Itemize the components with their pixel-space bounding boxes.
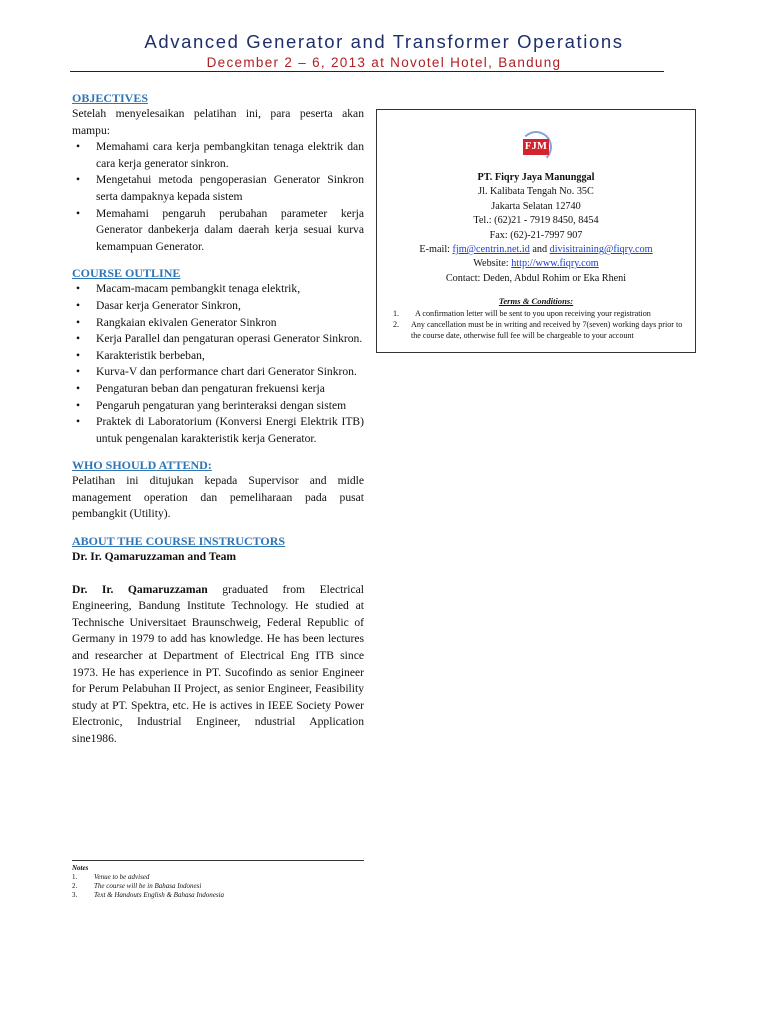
list-item: 2. The course will be in Bahasa Indonesi xyxy=(72,882,202,890)
instructors-heading: ABOUT THE COURSE INSTRUCTORS xyxy=(72,534,286,549)
notes-title: Notes xyxy=(72,864,89,872)
list-item: 1. Venue to be advised xyxy=(72,873,150,881)
list-item: • Macam-macam pembangkit tenaga elektrik, xyxy=(72,281,364,298)
list-item: • Dasar kerja Generator Sinkron, xyxy=(72,298,364,315)
bullet-icon: • xyxy=(76,332,81,346)
bullet-icon: • xyxy=(76,298,81,312)
list-item: • Memahami cara kerja pembangkitan tenaga elektrik dan cara kerja generator sinkron. xyxy=(76,140,364,170)
email-link-2[interactable]: divisitraining@fiqry.com xyxy=(549,244,653,256)
page-subtitle: December 2 – 6, 2013 at Novotel Hotel, Bandung xyxy=(206,55,562,70)
email-line: E-mail: fjm@centrin.net.id and divisitraining@fiqry.com xyxy=(419,244,653,256)
objectives-intro: Setelah menyelesaikan pelatihan ini, para peserta akan mampu: xyxy=(72,107,364,137)
logo-mark: FJM xyxy=(523,139,549,155)
list-item: 3. Text & Handouts English & Bahasa Indonesia xyxy=(72,891,225,899)
fax: Fax: (62)-21-7997 907 xyxy=(489,229,583,241)
outline-heading: COURSE OUTLINE xyxy=(72,266,181,281)
company-name: PT. Fiqry Jaya Manunggal xyxy=(477,172,595,183)
objectives-list xyxy=(72,139,364,255)
list-item: • Mengetahui metoda pengoperasian Generator Sinkron serta dampaknya kepada sistem xyxy=(76,173,364,203)
bullet-icon: • xyxy=(76,140,81,154)
contact-box xyxy=(376,109,696,353)
attend-text: Pelatihan ini ditujukan kepada Supervisor and midle management operation dan pemeliharaan pada pusat pembangkit (Utility). xyxy=(72,474,364,521)
bullet-icon: • xyxy=(76,415,81,429)
instructor-bio-name: Dr. Ir. Qamaruzzaman xyxy=(72,582,208,596)
bullet-icon: • xyxy=(76,282,81,296)
list-item: • Rangkaian ekivalen Generator Sinkron xyxy=(72,315,364,332)
list-item: • Kurva-V dan performance chart dari Generator Sinkron. xyxy=(72,364,364,381)
list-item: • Kerja Parallel dan pengaturan operasi Generator Sinkron. xyxy=(72,331,364,348)
bullet-icon: • xyxy=(76,206,81,220)
outline-list xyxy=(72,281,364,447)
page-header xyxy=(0,30,768,72)
list-item: 2. Any cancellation must be in writing and received by 7(seven) working days prior to the course date, otherwise full fee will be chargeable to your account xyxy=(393,320,683,341)
terms-title: Terms & Conditions: xyxy=(498,296,574,307)
telephone: Tel.: (62)21 - 7919 8450, 8454 xyxy=(473,215,599,227)
list-item: • Pengaturan beban dan pengaturan frekuensi kerja xyxy=(72,381,364,398)
bullet-icon: • xyxy=(76,398,81,412)
page-title: Advanced Generator and Transformer Operations xyxy=(144,31,624,52)
objectives-heading: OBJECTIVES xyxy=(72,91,149,105)
website-line: Website: http://www.fiqry.com xyxy=(473,258,599,270)
bullet-icon: • xyxy=(76,315,81,329)
website-link[interactable]: http://www.fiqry.com xyxy=(511,258,599,270)
instructor-bio-text: graduated from Electrical Engineering, Bandung Institute Technology. He studied at Technische Universitaet Braunschweig, Federal Republic of Germany in 1979 to add has knowledge. He has been lectures and researcher at Department of Electrical Eng ITB since 1973. He has experience in PT. Sucofindo as senior Engineer for Perum Pelabuhan II Project, as senior Engineer, Feasibility study at PT. Spektra, etc. He is actives in IEEE Society Power Electronic, Industrial Engineer, ndustrial Application sine1986. xyxy=(72,582,364,745)
header-divider xyxy=(70,71,664,72)
notes-section xyxy=(72,864,364,900)
bullet-icon: • xyxy=(76,348,81,362)
bullet-icon: • xyxy=(76,365,81,379)
company-logo xyxy=(523,137,549,157)
list-item: • Praktek di Laboratorium (Konversi Energi Elektrik ITB) untuk pengenalan karakteristik kerja Generator. xyxy=(76,415,364,445)
attend-heading: WHO SHOULD ATTEND: xyxy=(72,458,212,473)
address-line-2: Jakarta Selatan 12740 xyxy=(491,200,581,212)
list-item: 1. A confirmation letter will be sent to you upon receiving your registration xyxy=(393,309,651,319)
list-item: • Karakteristik berbeban, xyxy=(72,348,364,365)
instructors-names: Dr. Ir. Qamaruzzaman and Team xyxy=(72,550,237,564)
left-column xyxy=(72,90,364,748)
notes-divider xyxy=(72,860,364,861)
instructor-bio xyxy=(72,582,364,748)
bullet-icon: • xyxy=(76,381,81,395)
contact-persons: Contact: Deden, Abdul Rohim or Eka Rheni xyxy=(445,272,627,284)
list-item: • Pengaruh pengaturan yang berinteraksi dengan sistem xyxy=(72,398,364,415)
terms-list xyxy=(377,308,695,341)
list-item: • Memahami pengaruh perubahan parameter kerja Generator danbekerja dalam daerah kerja sesuai kurva kemampuan Generator. xyxy=(76,206,364,253)
email-link-1[interactable]: fjm@centrin.net.id xyxy=(452,244,530,256)
address-line-1: Jl. Kalibata Tengah No. 35C xyxy=(478,186,594,198)
bullet-icon: • xyxy=(76,173,81,187)
